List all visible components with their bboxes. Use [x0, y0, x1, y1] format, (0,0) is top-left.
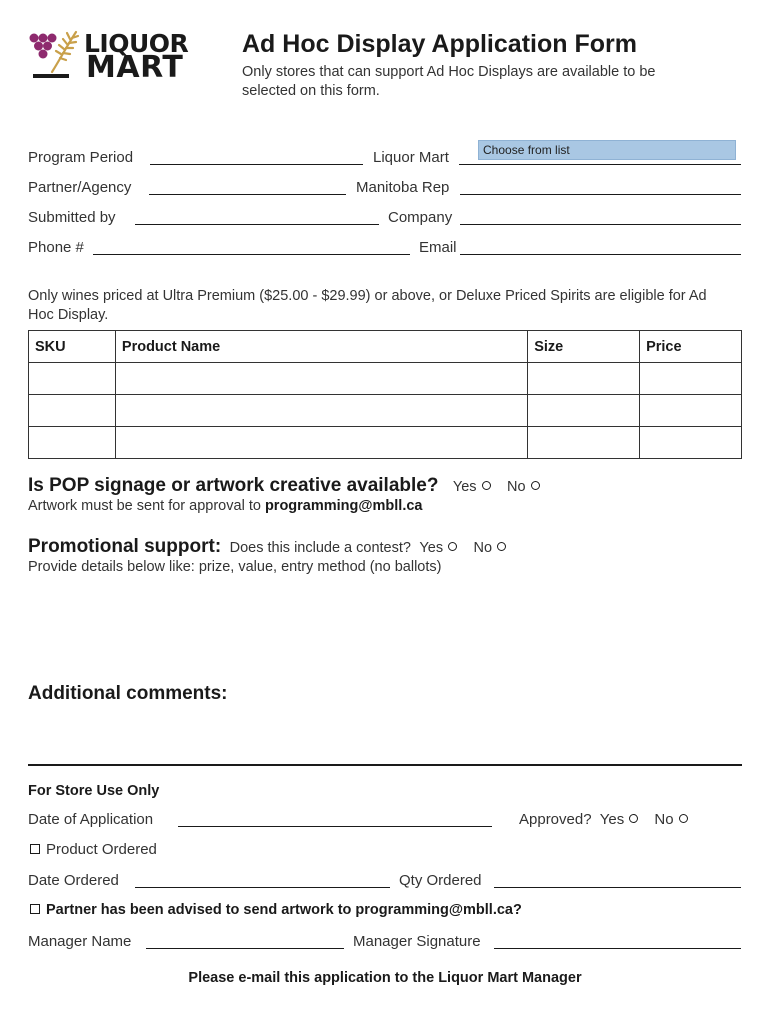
store-use-heading: For Store Use Only: [28, 783, 160, 799]
section-divider: [28, 764, 742, 766]
date-of-application-label: Date of Application: [28, 811, 154, 828]
product-name-cell[interactable]: [115, 427, 527, 459]
product-ordered-label: Product Ordered: [46, 841, 157, 858]
manager-signature-field[interactable]: [494, 948, 741, 949]
liquor-mart-label: Liquor Mart: [373, 149, 449, 166]
phone-field[interactable]: [93, 254, 410, 255]
approved-row: [519, 811, 688, 828]
table-row: [29, 427, 742, 459]
program-period-label: Program Period: [28, 149, 134, 166]
manager-name-field[interactable]: [146, 948, 344, 949]
promo-no-radio[interactable]: [497, 542, 506, 551]
pop-no-label: No: [507, 479, 526, 495]
submitted-by-field[interactable]: [135, 224, 379, 225]
promo-heading: Promotional support:: [28, 536, 222, 557]
pop-note-email: programming@mbll.ca: [264, 498, 423, 514]
promo-question: Does this include a contest?: [229, 540, 411, 556]
sku-cell[interactable]: [29, 427, 116, 459]
submitted-by-label: Submitted by: [28, 209, 116, 226]
product-name-header: Product Name: [115, 331, 527, 363]
pop-yes-radio[interactable]: [482, 481, 491, 490]
date-ordered-field[interactable]: [135, 887, 390, 888]
pop-question-row: [28, 475, 540, 497]
promo-no-label: No: [473, 540, 493, 556]
approved-yes-label: Yes: [599, 811, 625, 828]
table-header-row: [29, 331, 742, 363]
logo-wordmark: [84, 29, 189, 85]
product-ordered-row: [30, 841, 157, 858]
size-cell[interactable]: [528, 363, 640, 395]
qty-ordered-field[interactable]: [494, 887, 741, 888]
approved-yes-radio[interactable]: [629, 814, 638, 823]
eligibility-note: Only wines priced at Ultra Premium ($25.00 - $29.99) or above, or Deluxe Priced Spirits are eligible for Ad Hoc Display.: [28, 288, 707, 323]
company-label: Company: [388, 209, 453, 226]
table-row: [29, 395, 742, 427]
partner-agency-field[interactable]: [149, 194, 346, 195]
promo-note: Provide details below like: prize, value, entry method (no ballots): [28, 559, 442, 575]
partner-advised-row: [30, 902, 522, 918]
size-cell[interactable]: [528, 427, 640, 459]
company-field[interactable]: [460, 224, 741, 225]
program-period-field[interactable]: [150, 164, 363, 165]
partner-advised-label: Partner has been advised to send artwork to programming@mbll.ca?: [46, 902, 522, 918]
manager-signature-label: Manager Signature: [353, 933, 481, 950]
partner-advised-checkbox[interactable]: [30, 904, 40, 914]
email-field[interactable]: [460, 254, 741, 255]
pop-artwork-note: [28, 498, 423, 514]
approved-label: Approved?: [519, 811, 592, 828]
manager-name-label: Manager Name: [28, 933, 132, 950]
page-title: Ad Hoc Display Application Form: [242, 30, 637, 58]
promo-yes-label: Yes: [419, 540, 444, 556]
pop-no-radio[interactable]: [531, 481, 540, 490]
table-row: [29, 363, 742, 395]
manitoba-rep-field[interactable]: [460, 194, 741, 195]
pop-question: Is POP signage or artwork creative available?: [28, 475, 439, 496]
product-table: [28, 330, 742, 459]
manitoba-rep-label: Manitoba Rep: [356, 179, 450, 196]
comments-area[interactable]: [28, 710, 742, 760]
pop-note-text: Artwork must be sent for approval to: [28, 498, 265, 514]
date-of-application-field[interactable]: [178, 826, 492, 827]
logo-line-2: MART: [86, 50, 184, 85]
footer-instruction: Please e-mail this application to the Liquor Mart Manager: [188, 970, 582, 986]
approved-no-label: No: [654, 811, 674, 828]
email-label: Email: [419, 239, 457, 256]
product-name-cell[interactable]: [115, 395, 527, 427]
promo-yes-radio[interactable]: [448, 542, 457, 551]
sku-header: SKU: [29, 331, 116, 363]
promo-details-area[interactable]: [28, 580, 742, 670]
price-cell[interactable]: [640, 363, 742, 395]
price-cell[interactable]: [640, 395, 742, 427]
liquor-mart-field-line: [459, 164, 741, 165]
pop-yes-label: Yes: [452, 479, 477, 495]
phone-label: Phone #: [28, 239, 84, 256]
approved-no-radio[interactable]: [679, 814, 688, 823]
qty-ordered-label: Qty Ordered: [399, 872, 482, 889]
product-ordered-checkbox[interactable]: [30, 844, 40, 854]
size-cell[interactable]: [528, 395, 640, 427]
date-ordered-label: Date Ordered: [28, 872, 119, 889]
price-header: Price: [640, 331, 742, 363]
logo-line-1: LIQUOR: [84, 29, 189, 58]
grape-wheat-icon: [28, 30, 84, 82]
promo-question-row: [28, 536, 506, 558]
sku-cell[interactable]: [29, 363, 116, 395]
page-subtitle: Only stores that can support Ad Hoc Displays are available to be selected on this form.: [242, 64, 656, 99]
liquor-mart-dropdown[interactable]: Choose from list: [478, 140, 736, 160]
size-header: Size: [528, 331, 640, 363]
partner-agency-label: Partner/Agency: [28, 179, 132, 196]
product-name-cell[interactable]: [115, 363, 527, 395]
comments-heading: Additional comments:: [28, 683, 228, 704]
sku-cell[interactable]: [29, 395, 116, 427]
liquor-mart-logo: [28, 29, 213, 85]
price-cell[interactable]: [640, 427, 742, 459]
